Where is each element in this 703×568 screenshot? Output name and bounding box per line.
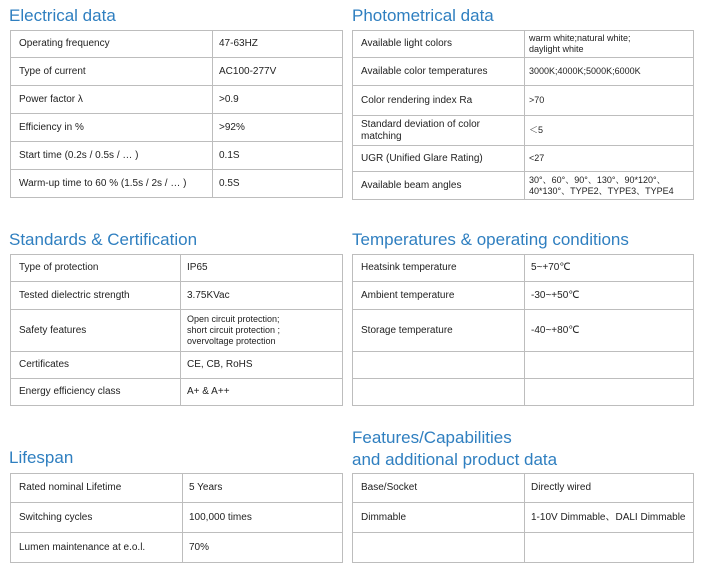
features-heading-line2: and additional product data <box>352 450 558 469</box>
table-row <box>11 379 343 406</box>
value-line: 3000K;4000K;5000K;6000K <box>529 66 641 76</box>
row-value: AC100-277V <box>213 58 343 86</box>
table-row <box>11 503 343 533</box>
row-value <box>525 116 694 146</box>
value-line: ＜5 <box>529 125 544 135</box>
row-label: Power factor λ <box>11 86 213 114</box>
value-line: warm white;natural white; <box>529 33 631 43</box>
table-row <box>353 474 694 503</box>
row-value <box>525 379 694 406</box>
row-label: Type of protection <box>11 255 181 282</box>
table-row <box>353 533 694 563</box>
table-row <box>11 310 343 352</box>
table-row <box>353 310 694 352</box>
value-line: CE, CB, RoHS <box>187 359 253 370</box>
table-row <box>353 31 694 58</box>
row-value <box>181 379 343 406</box>
row-value <box>525 172 694 200</box>
row-value: 1-10V Dimmable、DALI Dimmable <box>525 503 694 533</box>
row-value: 0.5S <box>213 170 343 198</box>
row-value: 47-63HZ <box>213 31 343 58</box>
photometrical-data-heading: Photometrical data <box>352 6 494 25</box>
row-label: Start time (0.2s / 0.5s / … ) <box>11 142 213 170</box>
row-label: Lumen maintenance at e.o.l. <box>11 533 183 563</box>
row-value <box>525 31 694 58</box>
row-value <box>525 146 694 172</box>
row-label: Rated nominal Lifetime <box>11 474 183 503</box>
row-label: Heatsink temperature <box>353 255 525 282</box>
row-value <box>525 352 694 379</box>
value-line: <27 <box>529 153 545 163</box>
value-line: daylight white <box>529 44 584 54</box>
table-row <box>11 31 343 58</box>
row-label: Tested dielectric strength <box>11 282 181 310</box>
table-row <box>353 379 694 406</box>
table-row <box>11 142 343 170</box>
row-label: Type of current <box>11 58 213 86</box>
row-label: Switching cycles <box>11 503 183 533</box>
row-value <box>525 58 694 86</box>
table-row <box>11 352 343 379</box>
table-row <box>353 503 694 533</box>
row-label: UGR (Unified Glare Rating) <box>353 146 525 172</box>
table-row <box>353 255 694 282</box>
features-heading-line1: Features/Capabilities <box>352 428 512 447</box>
table-row <box>11 170 343 198</box>
row-value: 5 Years <box>183 474 343 503</box>
row-value: -30~+50℃ <box>525 282 694 310</box>
table-row <box>11 255 343 282</box>
row-label: Energy efficiency class <box>11 379 181 406</box>
temperatures-table <box>352 254 694 406</box>
table-row <box>11 474 343 503</box>
row-value: -40~+80℃ <box>525 310 694 352</box>
table-row <box>353 58 694 86</box>
value-line: Open circuit protection; <box>187 314 280 324</box>
row-value: 0.1S <box>213 142 343 170</box>
row-label: Available color temperatures <box>353 58 525 86</box>
row-value: >0.9 <box>213 86 343 114</box>
table-row <box>353 352 694 379</box>
electrical-data-table <box>10 30 343 198</box>
value-line: 40*130°、TYPE2、TYPE3、TYPE4 <box>529 185 674 196</box>
electrical-data-heading: Electrical data <box>9 6 116 25</box>
row-value: 100,000 times <box>183 503 343 533</box>
table-row <box>353 86 694 116</box>
row-value <box>181 352 343 379</box>
table-row <box>11 58 343 86</box>
row-value: >92% <box>213 114 343 142</box>
value-line: short circuit protection ; <box>187 325 281 335</box>
standards-table <box>10 254 343 406</box>
value-line: A+ & A++ <box>187 386 230 397</box>
value-line: 3.75KVac <box>187 289 230 301</box>
row-label <box>353 352 525 379</box>
value-line: overvoltage protection <box>187 336 276 346</box>
value-line: IP65 <box>187 262 208 273</box>
row-label: Ambient temperature <box>353 282 525 310</box>
row-label: Dimmable <box>353 503 525 533</box>
table-row <box>353 172 694 200</box>
row-value: 70% <box>183 533 343 563</box>
row-value: 5~+70℃ <box>525 255 694 282</box>
label-line: Standard deviation of color <box>361 118 480 130</box>
table-row <box>11 86 343 114</box>
row-label: Warm-up time to 60 % (1.5s / 2s / … ) <box>11 170 213 198</box>
row-label: Available light colors <box>353 31 525 58</box>
row-label <box>353 533 525 563</box>
standards-certification-heading: Standards & Certification <box>9 230 198 249</box>
row-label <box>353 379 525 406</box>
row-value <box>181 282 343 310</box>
row-label: Base/Socket <box>353 474 525 503</box>
temperatures-heading: Temperatures & operating conditions <box>352 230 629 249</box>
row-label: Efficiency in % <box>11 114 213 142</box>
row-value <box>181 255 343 282</box>
row-value <box>181 310 343 352</box>
table-row <box>11 282 343 310</box>
row-value <box>525 86 694 116</box>
row-label: Storage temperature <box>353 310 525 352</box>
photometrical-data-table <box>352 30 694 200</box>
lifespan-table <box>10 473 343 563</box>
label-line: matching <box>361 130 402 142</box>
row-label: Color rendering index Ra <box>353 86 525 116</box>
row-label: Available beam angles <box>353 172 525 200</box>
features-table <box>352 473 694 563</box>
table-row <box>353 116 694 146</box>
value-line: >70 <box>529 95 545 105</box>
row-value: Directly wired <box>525 474 694 503</box>
lifespan-heading: Lifespan <box>9 448 74 467</box>
table-row <box>353 146 694 172</box>
row-label: Operating frequency <box>11 31 213 58</box>
row-value <box>525 533 694 563</box>
row-label: Safety features <box>11 310 181 352</box>
row-label <box>353 116 525 146</box>
value-line: 30°、60°、90°、130°、90*120°、 <box>529 174 666 185</box>
table-row <box>11 533 343 563</box>
table-row <box>353 282 694 310</box>
table-row <box>11 114 343 142</box>
row-label: Certificates <box>11 352 181 379</box>
